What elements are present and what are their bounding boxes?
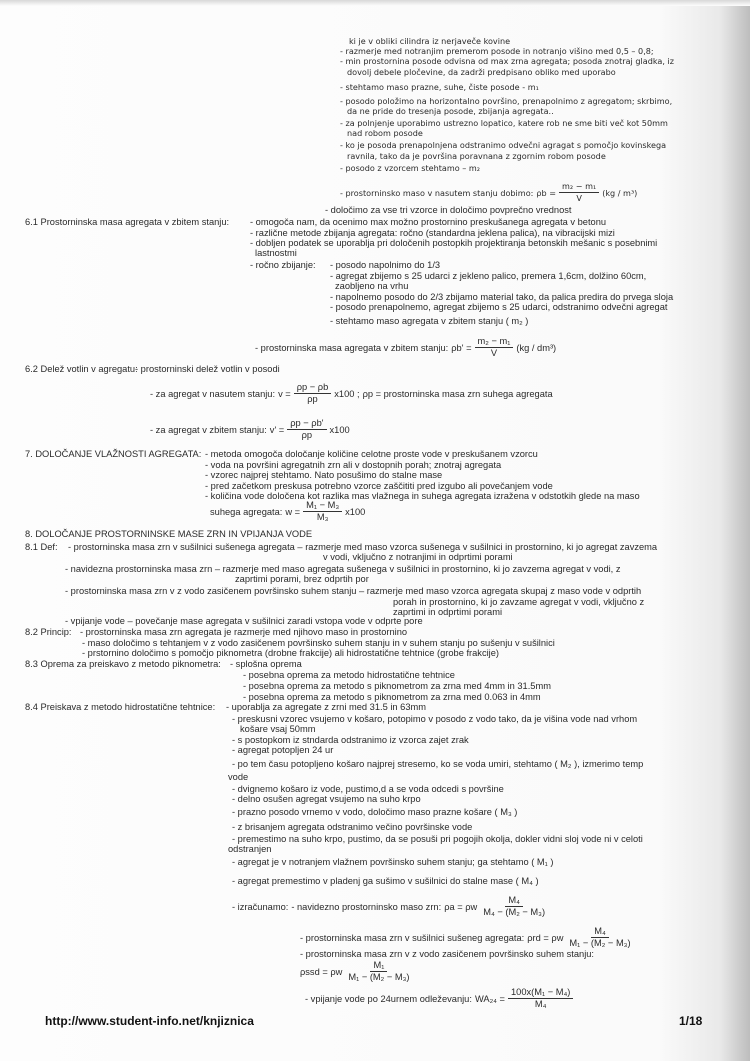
text-line: - posodo prenapolnemo, agregat zbijemo s 25 udarci, odstranimo odvečni agregat [330,302,668,312]
formula-suffix: x100 [345,506,366,517]
text-line: - količina vode določena kot razlika mas vlažnega in suhega agregata izražena v odstotkih glede na maso [205,491,640,501]
numerator: m₂ − m₁ [559,181,599,193]
formula-lhs: ρb = [536,187,557,198]
text-line: - splošna oprema [230,659,302,669]
text-line: - preskusni vzorec vsujemo v košaro, potopimo v posodo z vodo tako, da je višina vode nad vrhom [232,714,638,724]
text-line: - agregat premestimo v pladenj ga sušimo v sušilnici do stalne mase ( M₄ ) [232,876,539,886]
formula-suffix: x100 ; [334,388,360,399]
denominator: V [490,348,498,358]
numerator: ρp − ρb' [287,418,326,430]
text-line: - metoda omogoča določanje količine celotne proste vode v preskušanem vzorcu [205,449,538,459]
text-line: - maso določimo s tehtanjem v z vodo zasičenem površinsko suhem stanju in v suhem stanju po sušenju v sušilnici [82,638,555,648]
text-line: - prostorninska masa zrn v z vodo zasičenem površinsko suhem stanju – razmerje med maso vzorca agregata skupaj z maso vode v odprtih [65,586,642,596]
text-line: košare vsaj 50mm [240,724,316,734]
text-line: - dobljen podatek se uporablja pri določenih postopkih projektiranja betonskih mešanic s posebnimi [250,238,658,248]
section-heading-8: 8. DOLOČANJE PROSTORNINSKE MASE ZRN IN VPIJANJA VODE [25,529,313,539]
text-line: - omogoča nam, da ocenimo max možno prostornino preskušanega agregata v betonu [250,217,607,227]
denominator: ρp [307,394,318,404]
denominator: M₄ [534,999,547,1009]
text-line: da ne pride do tresenja posode, zbijanja agregata.. [347,106,554,116]
bulk-density-formula [340,181,637,204]
text-line: - agregat potopljen 24 ur [232,745,334,755]
text-line: - razmerje med notranjim premerom posode in notranjo višino med 0,5 – 0,8; [340,46,654,56]
text-line: - uporablja za agregate z zrni med 31.5 in 63mm [226,702,426,712]
fraction [559,181,599,204]
text-line: - vpijanje vode – povečanje mase agregata v sušilnici zaradi vstopa vode v odprte pore [65,616,423,626]
oven-dry-density-formula [300,926,634,949]
text-line: - vzorec najprej stehtamo. Nato posušimo do stalne mase [205,470,443,480]
formula-label: - za agregat v zbitem stanju: [150,424,267,435]
text-line: - dvignemo košaro iz vode, pustimo,d a se voda odcedi s površine [232,784,504,794]
formula-unit: (kg / dm³) [516,342,557,353]
numerator: M₄ [505,895,523,907]
text-line: porah in prostornino, ki jo zavzame agregat v vodi, vključno z [393,597,645,607]
subsection-label-8-1: 8.1 Def: [25,542,58,552]
denominator: M₄ − (M₂ − M₃) [483,907,546,917]
text-line: - stehtamo maso prazne, suhe, čiste posode - m₁ [340,82,539,92]
moisture-formula [210,500,365,523]
numerator: M₁ [370,960,387,972]
text-line: - min prostornina posode odvisna od max zrna agregata; posoda znotraj gladka, iz [340,56,674,66]
text-line: - posodo napolnimo do 1/3 [330,260,441,270]
apparent-density-formula [232,895,548,918]
text-line: - s postopkom iz stndarda odstranimo iz vzorca zajet zrak [232,735,469,745]
formula-lhs: ρssd = ρw [300,966,343,977]
text-line: - stehtamo maso agregata v zbitem stanju ( m₂ ) [330,316,529,326]
numerator: M₁ − M₃ [303,500,342,512]
text-line: - različne metode zbijanja agregata: ročno (standardna jeklena palica), na vibracijski mizi [250,228,615,238]
section-heading-7: 7. DOLOČANJE VLAŽNOSTI AGREGATA: [25,449,202,459]
text-line: - posodo z vzorcem stehtamo – m₂ [340,163,481,173]
text-line: - ko je posoda prenapolnjena odstranimo odvečni agragat s pomočjo kovinskega [340,140,667,150]
numerator: M₄ [591,926,609,938]
formula-label: - prostorninsko maso v nasutem stanju dobimo: [340,187,534,198]
formula-lhs: v' = [269,424,285,435]
fraction [287,418,326,441]
text-line: vode [228,772,249,782]
fraction [294,382,332,405]
denominator: M₁ − (M₂ − M₃) [348,972,410,982]
denominator: V [576,193,582,203]
text-line: zaprtimi in odprtimi porami [393,607,503,617]
numerator: m₂ − m₁ [475,336,514,348]
formula-label: suhega agregata: [210,506,283,517]
text-line: - posodo položimo na horizontalno površino, prenapolnimo z agregatom; skrbimo, [340,96,673,106]
text-line: ki je v obliki cilindra iz nerjaveče kovine [349,36,511,46]
text-line: zaprtimi porami, brez odprtih por [235,574,369,584]
text-line: - posebna oprema za metodo hidrostatične tehtnice [243,670,455,680]
fraction [475,336,514,359]
formula-unit: (kg / m³) [602,187,638,198]
subsection-label-8-2: 8.2 Princip: [25,627,72,637]
fraction [345,960,412,983]
text-line: - prostorninska masa zrn agregata je razmerje med njihovo maso in prostornino [80,627,408,637]
formula-suffix: x100 [329,424,350,435]
text-line: odstranjen [228,844,272,854]
void-ratio-compacted-formula [150,418,350,441]
text-line: - z brisanjem agregata odstranimo večino površinske vode [232,822,473,832]
formula-lhs: WA₂₄ = [474,993,505,1004]
text-line: - posebna oprema za metodo s piknometrom za zrna med 4mm in 31.5mm [243,681,551,691]
text-line: - delno osušen agregat vsujemo na suho krpo [232,794,421,804]
section-heading-6-2: 6.2 Delež votlin v agregatu: [25,364,138,374]
formula-lhs: ρb' = [451,342,472,353]
text-line: - pred začetkom preskusa potrebno vzorce zaščititi pred izgubo ali povečanjem vode [205,481,553,491]
denominator: M₃ [316,512,329,522]
numerator: 100x(M₁ − M₄) [508,987,573,999]
text-line: lastnostmi [255,248,297,258]
formula-label: - vpijanje vode po 24urnem odleževanju: [305,993,472,1004]
text-line: - prostorninska masa zrn v sušilnici sušenega agregata – razmerje med maso vzorca sušenega v sušilnici in prostornino, ki jo agregat zavzema [68,542,658,552]
formula-lhs: ρa = ρw [444,901,478,912]
text-line: nad robom posode [347,128,423,138]
scan-edge [0,0,750,6]
text-line: zaobljeno na vrhu [335,281,409,291]
formula-label: - navidezno prostorninsko maso zrn: [291,901,442,912]
text-line: v vodi, vključno z notranjimi in odprtimi porami [323,552,513,562]
text-line: - agregat je v notranjem vlažnem površinsko suhem stanju; ga stehtamo ( M₁ ) [232,857,554,867]
water-absorption-formula [305,987,573,1010]
text-line: - prstornino določimo s pomočjo piknometra (drobne frakcije) ali hidrostatične tehtnice (grobe frakcije) [82,648,499,658]
formula-label: - izračunamo: [232,901,289,912]
denominator: ρp [301,430,313,440]
text-line: - prostorninski delež votlin v posodi [135,364,280,374]
compacted-density-formula [255,336,556,359]
fraction [480,895,548,918]
denominator: M₁ − (M₂ − M₃) [569,938,631,948]
formula-label: - za agregat v nasutem stanju: [150,388,276,399]
footer-url[interactable]: http://www.student-info.net/knjiznica [45,1014,254,1028]
numerator: ρp − ρb [294,382,332,394]
text-line: dovolj debele pločevine, da zadrži predpisano obliko med uporabo [347,67,616,77]
text-line: - po tem času potopljeno košaro najprej stresemo, ko se voda umiri, stehtamo ( M₂ ), izmerimo temp [232,759,644,769]
fraction [508,987,573,1010]
text-line: - ročno zbijanje: [250,260,316,270]
text-line: - navidezna prostorninska masa zrn – razmerje med maso agregata sušenega v sušilnici in prostornino, ki jo zavzema agregat v vodi, z [65,564,621,574]
formula-note: ρp = prostorninska masa zrn suhega agregata [362,388,553,399]
formula-lhs: ρrd = ρw [527,932,564,943]
fraction [303,500,342,523]
text-line: - premestimo na suho krpo, pustimo, da se posuši pri pogojih okolja, dokler vidni sloj vode ni v celoti [232,834,643,844]
text-line: - posebna oprema za metodo s piknometrom za zrna med 0.063 in 4mm [243,692,541,702]
text-line: - prazno posodo vrnemo v vodo, določimo maso prazne košare ( M₃ ) [232,807,518,817]
formula-lhs: v = [278,388,291,399]
page-number: 1/18 [679,1014,703,1028]
text-line: - agregat zbijemo s 25 udarci z jekleno palico, premera 1,6cm, dolžino 60cm, [330,271,647,281]
section-heading-6-1: 6.1 Prostorninska masa agregata v zbitem stanju: [25,217,230,227]
text-line: ravnila, tako da je površina poravnana z zgornim robom posode [347,151,606,161]
ssd-density-formula [300,960,413,983]
text-line: - za polnjenje uporabimo ustrezno lopatico, katere rob ne sme biti več kot 50mm [340,118,668,128]
formula-lhs: w = [285,506,301,517]
text-line: - voda na površini agregatnih zrn ali v dostopnih porah; znotraj agregata [205,460,502,470]
formula-label: - prostorninska masa zrn v sušilnici sušeneg agregata: [300,932,525,943]
subsection-label-8-3: 8.3 Oprema za preiskavo z metodo piknometra: [25,659,221,669]
formula-label: - prostorninska masa agregata v zbitem stanju: [255,342,449,353]
text-line: - določimo za vse tri vzorce in določimo povprečno vrednost [325,205,572,215]
void-ratio-loose-formula [150,382,553,405]
fraction [566,926,633,949]
text-line: - napolnemo posodo do 2/3 zbijamo material tako, da palica predira do prvega sloja [330,292,674,302]
subsection-label-8-4: 8.4 Preiskava z metodo hidrostatične tehtnice: [25,702,216,712]
text-line: - prostorninska masa zrn v z vodo zasičenem površinsko suhem stanju: [300,949,595,959]
